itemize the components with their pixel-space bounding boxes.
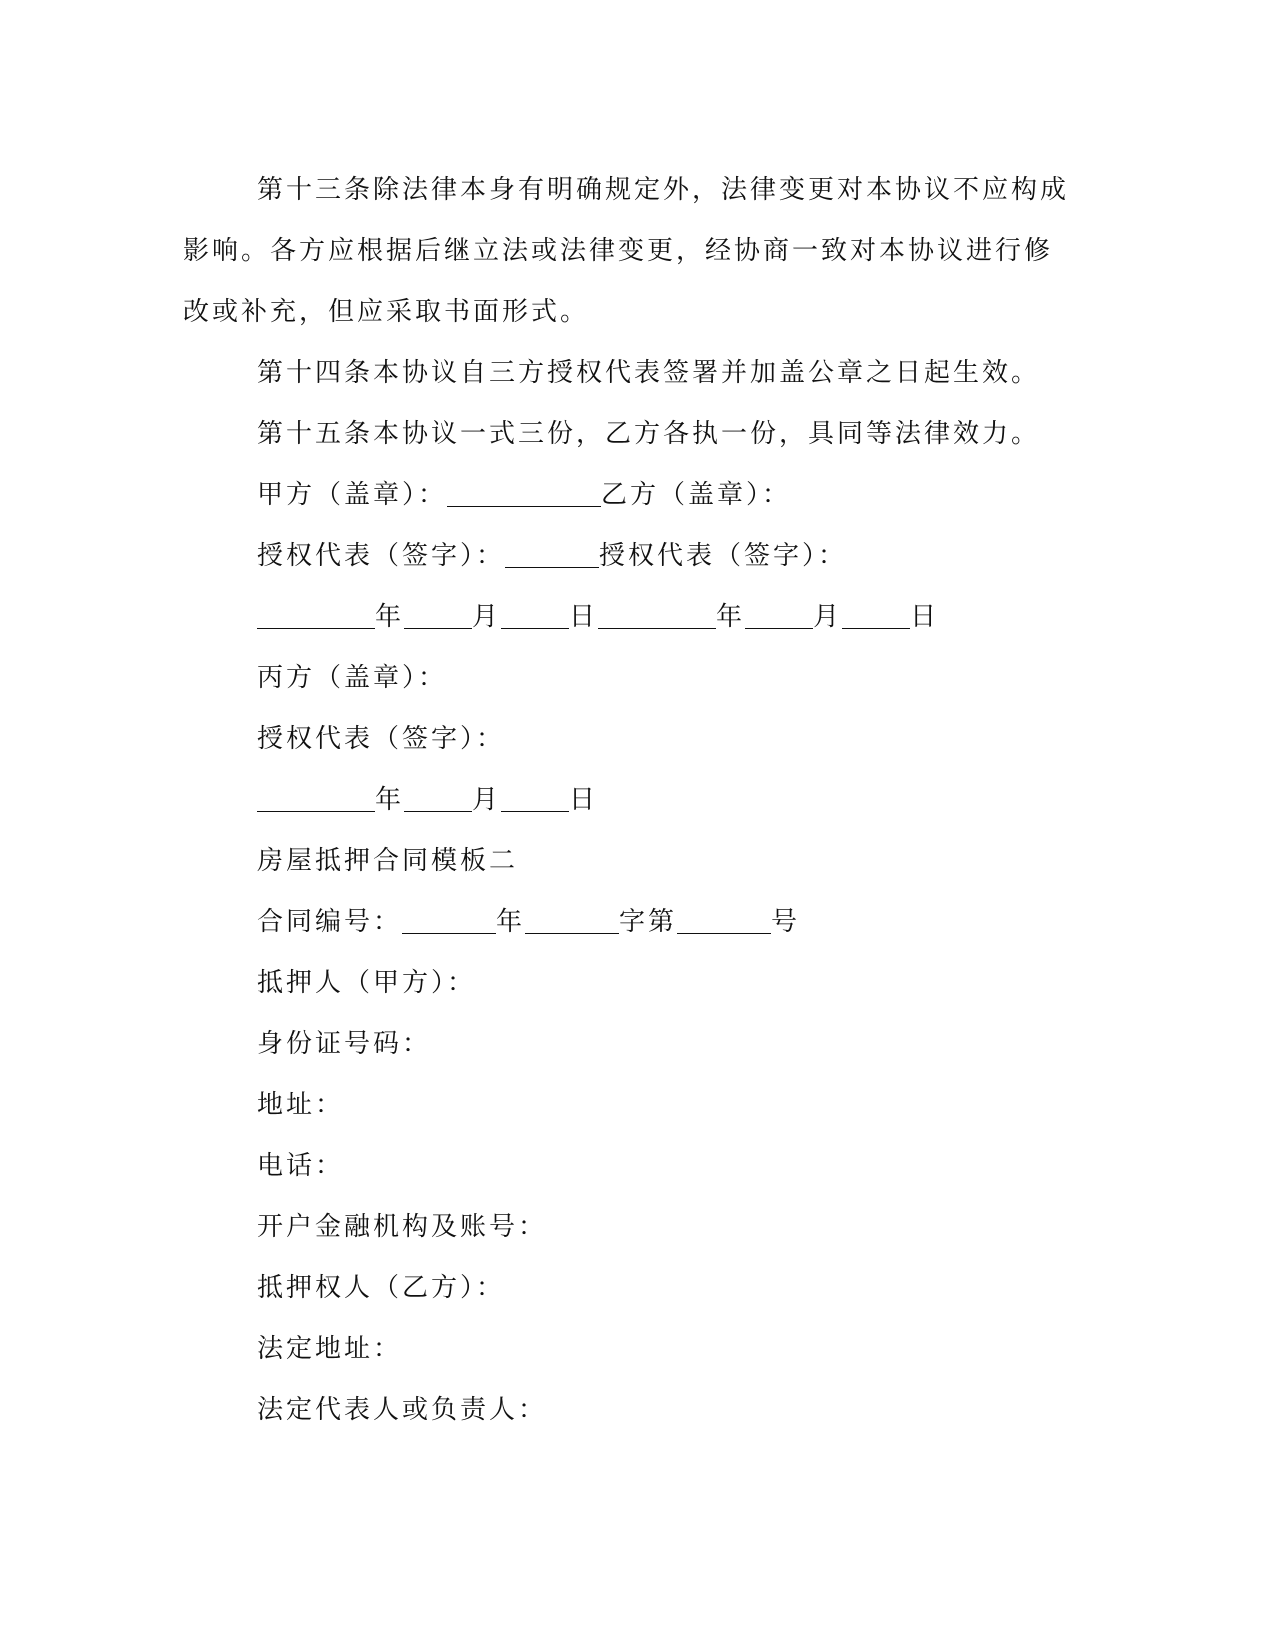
mortgagor-label: 抵押人（甲方）： xyxy=(257,968,477,998)
date-a-month-blank[interactable] xyxy=(404,598,472,629)
date-c-day-label: 日 xyxy=(569,785,599,815)
address-label: 地址： xyxy=(257,1090,345,1120)
article-15: 第十五条本协议一式三份，乙方各执一份，具同等法律效力。 xyxy=(257,419,1041,449)
template-2-title: 房屋抵押合同模板二 xyxy=(257,846,519,876)
auth-rep-a-blank[interactable] xyxy=(505,537,599,568)
date-a-day-blank[interactable] xyxy=(501,598,569,629)
contract-number-label: 合同编号： xyxy=(257,907,403,937)
date-b-day-label: 日 xyxy=(910,602,940,632)
legal-address-label: 法定地址： xyxy=(257,1334,403,1364)
contract-number-blank-3[interactable] xyxy=(677,903,771,934)
contract-number-year: 年 xyxy=(496,907,526,937)
article-13-line-2: 影响。各方应根据后继立法或法律变更，经协商一致对本协议进行修 xyxy=(183,236,1054,266)
date-a-month-label: 月 xyxy=(472,602,502,632)
bank-account-label: 开户金融机构及账号： xyxy=(257,1212,548,1242)
date-c-month-label: 月 xyxy=(472,785,502,815)
date-c-month-blank[interactable] xyxy=(404,781,472,812)
id-number-label: 身份证号码： xyxy=(257,1029,432,1059)
date-c-year-blank[interactable] xyxy=(257,781,375,812)
contract-number-blank-2[interactable] xyxy=(525,903,619,934)
party-a-seal-blank[interactable] xyxy=(447,476,601,507)
date-b-month-blank[interactable] xyxy=(745,598,813,629)
article-14: 第十四条本协议自三方授权代表签署并加盖公章之日起生效。 xyxy=(257,358,1041,388)
legal-rep-label: 法定代表人或负责人： xyxy=(257,1395,548,1425)
date-a-year-label: 年 xyxy=(375,602,405,632)
date-b-day-blank[interactable] xyxy=(842,598,910,629)
date-line-c xyxy=(183,770,1073,831)
article-13-line-1: 第十三条除法律本身有明确规定外，法律变更对本协议不应构成 xyxy=(257,175,1070,205)
article-13-line-3: 改或补充，但应采取书面形式。 xyxy=(183,297,590,327)
party-c-seal: 丙方（盖章）： xyxy=(257,663,448,693)
contract-number-line xyxy=(183,892,1073,953)
date-b-month-label: 月 xyxy=(813,602,843,632)
auth-rep-b-label: 授权代表（签字）： xyxy=(599,541,848,571)
auth-rep-line xyxy=(183,526,1073,587)
date-c-year-label: 年 xyxy=(375,785,405,815)
party-a-seal-label: 甲方（盖章）： xyxy=(257,480,448,510)
date-b-year-blank[interactable] xyxy=(598,598,716,629)
date-a-year-blank[interactable] xyxy=(257,598,375,629)
mortgagee-label: 抵押权人（乙方）： xyxy=(257,1273,506,1303)
party-seal-line xyxy=(183,465,1073,526)
document-body xyxy=(183,160,1073,1441)
date-a-day-label: 日 xyxy=(569,602,599,632)
date-b-year-label: 年 xyxy=(716,602,746,632)
party-b-seal-label: 乙方（盖章）： xyxy=(601,480,792,510)
auth-rep-c: 授权代表（签字）： xyxy=(257,724,506,754)
phone-label: 电话： xyxy=(257,1151,345,1181)
contract-number-hao: 号 xyxy=(771,907,801,937)
contract-number-blank-1[interactable] xyxy=(402,903,496,934)
date-line-ab xyxy=(183,587,1073,648)
date-c-day-blank[interactable] xyxy=(501,781,569,812)
auth-rep-a-label: 授权代表（签字）： xyxy=(257,541,506,571)
contract-number-zi: 字第 xyxy=(619,907,678,937)
